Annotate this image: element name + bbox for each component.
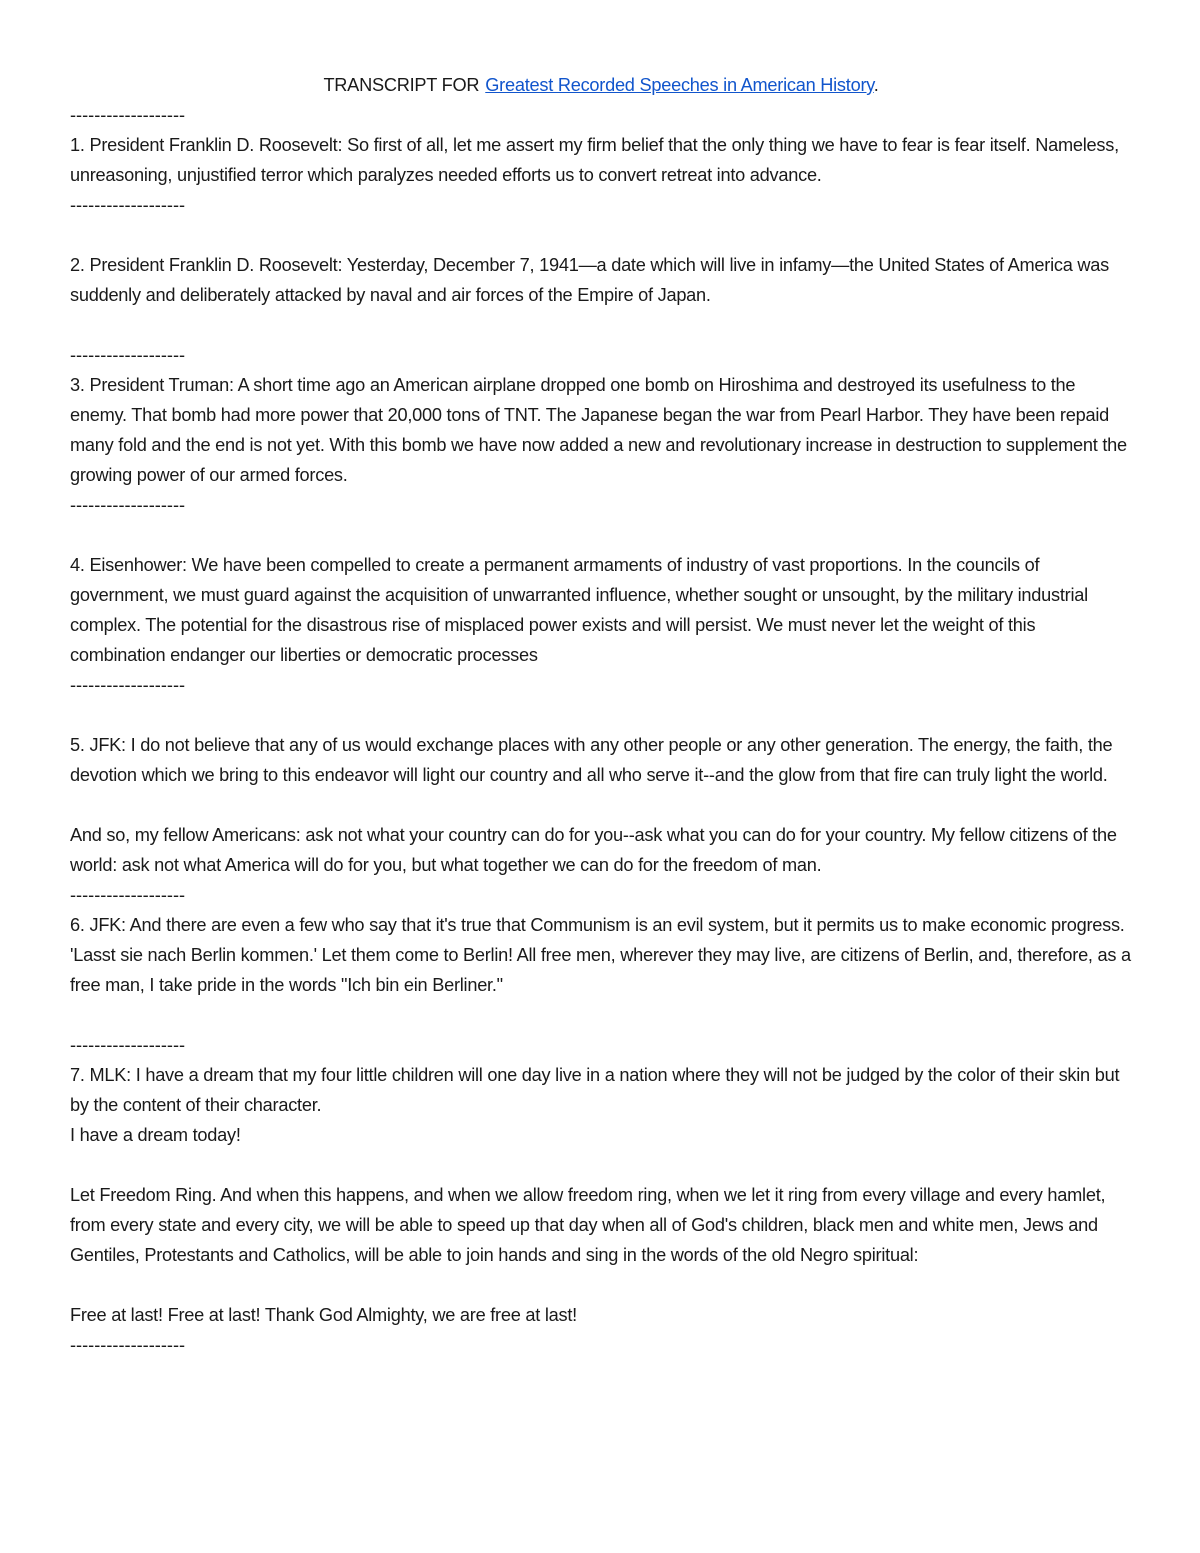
speech-paragraph: 1. President Franklin D. Roosevelt: So first of all, let me assert my firm belief that the only thing we have to fear is fear itself. Nameless, unreasoning, unjustified terror which paralyzes needed efforts us to convert retreat into advance.: [70, 135, 1119, 185]
speech-6: [70, 910, 1132, 1060]
divider: -------------------: [70, 885, 186, 905]
divider: -------------------: [70, 345, 186, 365]
speech-paragraph: 6. JFK: And there are even a few who say that it's true that Communism is an evil system, but it permits us to make economic progress. 'Lasst sie nach Berlin kommen.' Let them come to Berlin! All free men, wherever they may live, are citizens of Berlin, and, therefore, as a free man, I take pride in the words "Ich bin ein Berliner.": [70, 915, 1131, 995]
title-link[interactable]: Greatest Recorded Speeches in American History: [485, 75, 874, 95]
divider: -------------------: [70, 105, 186, 125]
blank-line: [70, 520, 1132, 550]
blank-line: [70, 1150, 1132, 1180]
blank-line: [70, 1000, 1132, 1030]
speech-paragraph: Free at last! Free at last! Thank God Almighty, we are free at last!: [70, 1305, 577, 1325]
divider: -------------------: [70, 195, 186, 215]
divider: -------------------: [70, 1335, 186, 1355]
speech-4: [70, 550, 1132, 700]
speech-paragraph: 7. MLK: I have a dream that my four little children will one day live in a nation where they will not be judged by the color of their skin but by the content of their character.: [70, 1065, 1120, 1115]
divider: -------------------: [70, 495, 186, 515]
speech-paragraph: And so, my fellow Americans: ask not what your country can do for you--ask what you can do for your country. My fellow citizens of the world: ask not what America will do for you, but what together we can do for the freedom of man.: [70, 825, 1117, 875]
speech-2: [70, 250, 1132, 370]
blank-line: [70, 790, 1132, 820]
blank-line: [70, 310, 1132, 340]
speech-paragraph: I have a dream today!: [70, 1125, 241, 1145]
speech-paragraph: 3. President Truman: A short time ago an American airplane dropped one bomb on Hiroshima and destroyed its usefulness to the enemy. That bomb had more power that 20,000 tons of TNT. The Japanese began the war from Pearl Harbor. They have been repaid many fold and the end is not yet. With this bomb we have now added a new and revolutionary increase in destruction to supplement the growing power of our armed forces.: [70, 375, 1127, 485]
document-title: TRANSCRIPT FOR: [323, 75, 480, 95]
document-page: [70, 70, 1132, 1360]
speech-5: [70, 730, 1132, 910]
blank-line: [70, 700, 1132, 730]
speech-paragraph: Let Freedom Ring. And when this happens, and when we allow freedom ring, when we let it ring from every village and every hamlet, from every state and every city, we will be able to speed up that day when all of God's children, black men and white men, Jews and Gentiles, Protestants and Catholics, will be able to join hands and sing in the words of the old Negro spiritual:: [70, 1185, 1106, 1265]
divider: -------------------: [70, 1035, 186, 1055]
blank-line: [70, 1270, 1132, 1300]
blank-line: [70, 220, 1132, 250]
speech-7: [70, 1060, 1132, 1360]
speech-paragraph: 4. Eisenhower: We have been compelled to create a permanent armaments of industry of vast proportions. In the councils of government, we must guard against the acquisition of unwarranted influence, whether sought or unsought, by the military industrial complex. The potential for the disastrous rise of misplaced power exists and will persist. We must never let the weight of this combination endanger our liberties or democratic processes: [70, 555, 1088, 665]
speech-1: [70, 130, 1132, 220]
speech-paragraph: 5. JFK: I do not believe that any of us would exchange places with any other people or any other generation. The energy, the faith, the devotion which we bring to this endeavor will light our country and all who serve it--and the glow from that fire can truly light the world.: [70, 735, 1113, 785]
speech-paragraph: 2. President Franklin D. Roosevelt: Yesterday, December 7, 1941—a date which will live in infamy—the United States of America was suddenly and deliberately attacked by naval and air forces of the Empire of Japan.: [70, 255, 1109, 305]
divider: -------------------: [70, 675, 186, 695]
document-title-line: [70, 70, 1132, 100]
speech-3: [70, 370, 1132, 520]
title-trailing-period: .: [873, 75, 879, 95]
